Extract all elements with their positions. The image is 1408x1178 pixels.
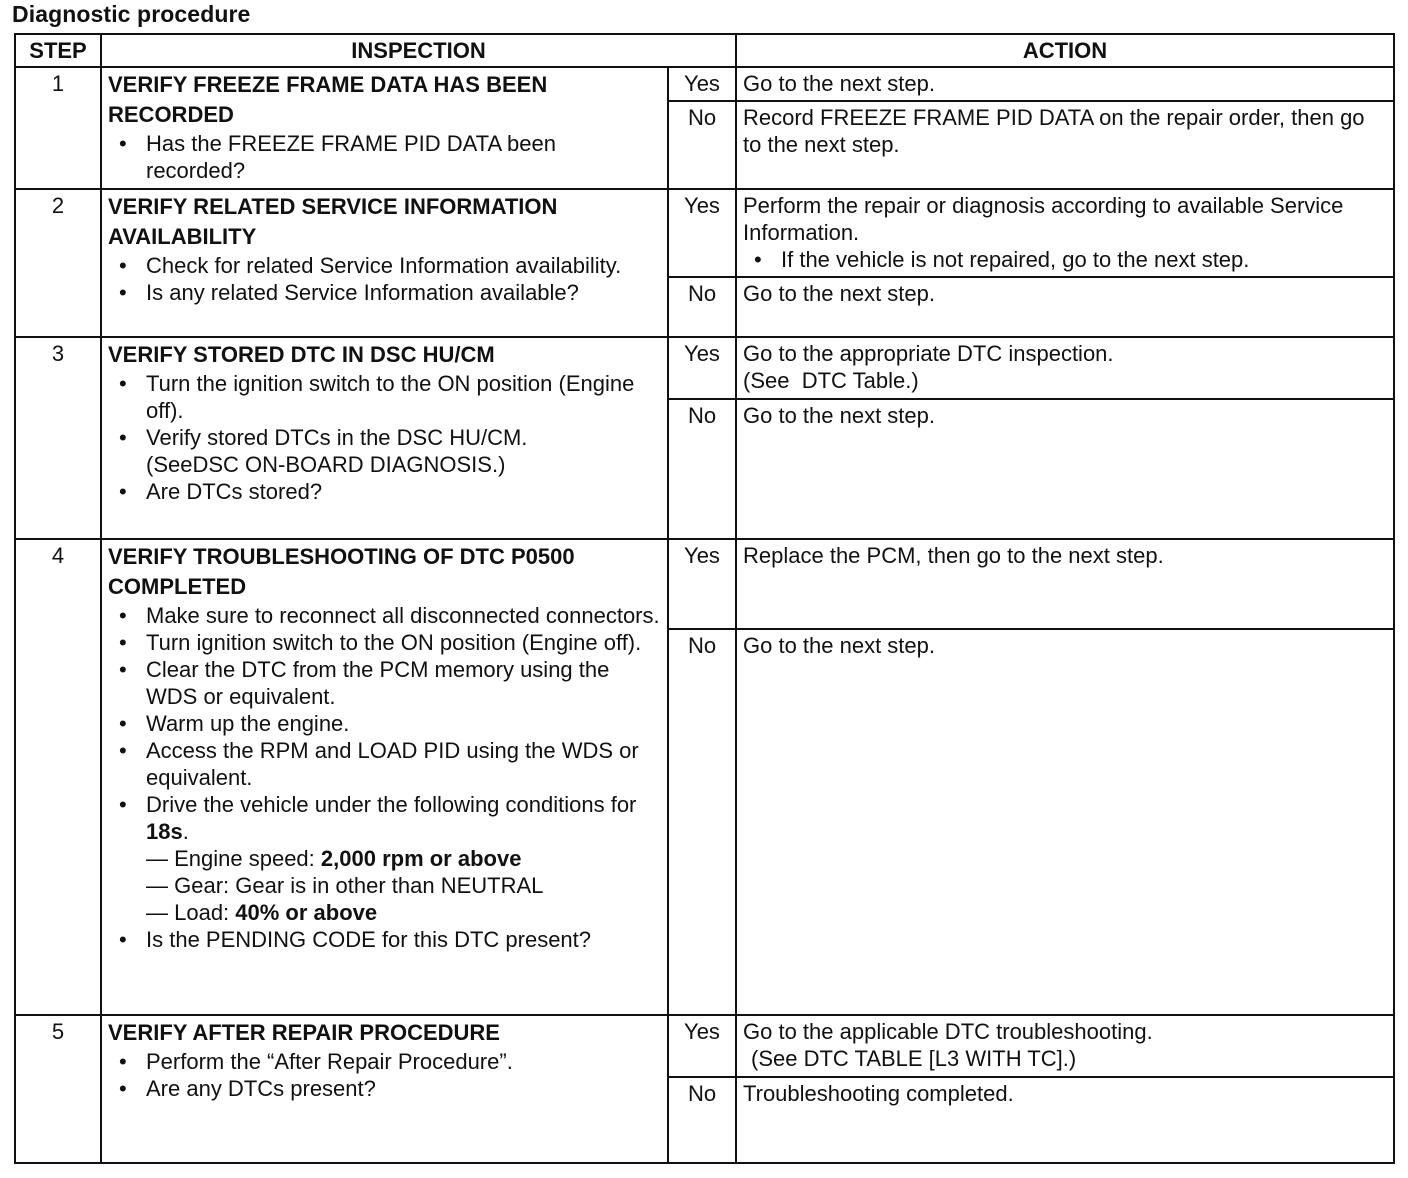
list-item: • Access the RPM and LOAD PID using the WDS or equivalent. <box>108 737 661 791</box>
action-yes: Replace the PCM, then go to the next step. <box>736 539 1394 629</box>
list-item-drive <box>108 791 661 845</box>
action-yes: Go to the next step. <box>736 67 1394 101</box>
action-no: Record FREEZE FRAME PID DATA on the repair order, then go to the next step. <box>736 101 1394 189</box>
inspection-items <box>108 252 661 306</box>
table-header-row <box>15 34 1394 67</box>
list-item: • Verify stored DTCs in the DSC HU/CM. (SeeDSC ON-BOARD DIAGNOSIS.) <box>108 424 661 478</box>
condition-value: 40% or above <box>235 900 378 925</box>
list-item: • Warm up the engine. <box>108 710 661 737</box>
action-yes-reference: (See DTC Table.) <box>743 368 919 393</box>
condition-label: — Gear: Gear is in other than NEUTRAL <box>146 873 544 898</box>
list-item: • Are any DTCs present? <box>108 1075 661 1102</box>
action-yes-cell <box>736 1015 1394 1077</box>
list-item: • If the vehicle is not repaired, go to the next step. <box>743 246 1387 273</box>
list-item: • Are DTCs stored? <box>108 478 661 505</box>
list-item: • Has the FREEZE FRAME PID DATA been recorded? <box>108 130 661 184</box>
header-action: ACTION <box>736 34 1394 67</box>
answer-no: No <box>668 101 736 189</box>
inspection-cell <box>101 539 668 1015</box>
list-item: • Is the PENDING CODE for this DTC present? <box>108 926 661 953</box>
inspection-cell <box>101 189 668 337</box>
condition-gear <box>108 872 661 899</box>
answer-no: No <box>668 277 736 337</box>
inspection-heading: VERIFY TROUBLESHOOTING OF DTC P0500 COMPLETED <box>108 544 575 599</box>
answer-no: No <box>668 1077 736 1163</box>
condition-label: — Load: <box>146 900 236 925</box>
action-no: Go to the next step. <box>736 629 1394 1015</box>
table-row <box>15 67 1394 101</box>
action-yes-cell <box>736 189 1394 277</box>
answer-yes: Yes <box>668 539 736 629</box>
answer-no: No <box>668 399 736 539</box>
answer-no: No <box>668 629 736 1015</box>
drive-text: Drive the vehicle under the following conditions for <box>146 792 637 817</box>
inspection-heading: VERIFY AFTER REPAIR PROCEDURE <box>108 1020 500 1045</box>
condition-load <box>108 899 661 926</box>
action-yes-cell <box>736 337 1394 399</box>
inspection-cell <box>101 67 668 189</box>
list-item: • Perform the “After Repair Procedure”. <box>108 1048 661 1075</box>
inspection-heading: VERIFY RELATED SERVICE INFORMATION AVAILABILITY <box>108 194 558 249</box>
inspection-items <box>108 1048 661 1102</box>
drive-duration: 18s <box>146 819 183 844</box>
answer-yes: Yes <box>668 337 736 399</box>
step-number: 5 <box>15 1015 101 1163</box>
inspection-items-end <box>108 926 661 953</box>
list-item: • Is any related Service Information available? <box>108 279 661 306</box>
step-number: 3 <box>15 337 101 539</box>
inspection-cell <box>101 337 668 539</box>
inspection-items <box>108 370 661 505</box>
step-number: 1 <box>15 67 101 189</box>
inspection-heading: VERIFY STORED DTC IN DSC HU/CM <box>108 342 495 367</box>
diagnostic-procedure-table <box>14 33 1395 1164</box>
table-row <box>15 1015 1394 1077</box>
answer-yes: Yes <box>668 189 736 277</box>
header-inspection: INSPECTION <box>101 34 736 67</box>
list-item: • Turn the ignition switch to the ON position (Engine off). <box>108 370 661 424</box>
condition-label: — Engine speed: <box>146 846 321 871</box>
step-number: 4 <box>15 539 101 1015</box>
inspection-cell <box>101 1015 668 1163</box>
list-item: • Make sure to reconnect all disconnected connectors. <box>108 602 661 629</box>
list-item: • Clear the DTC from the PCM memory using the WDS or equivalent. <box>108 656 661 710</box>
action-no: Go to the next step. <box>736 399 1394 539</box>
drive-end: . <box>182 819 189 844</box>
action-items <box>743 246 1387 273</box>
action-no: Go to the next step. <box>736 277 1394 337</box>
list-item: • Turn ignition switch to the ON position (Engine off). <box>108 629 661 656</box>
inspection-items <box>108 602 661 845</box>
action-yes: Go to the applicable DTC troubleshooting. <box>743 1019 1153 1044</box>
action-yes: Go to the appropriate DTC inspection. <box>743 341 1114 366</box>
list-item: • Check for related Service Information availability. <box>108 252 661 279</box>
table-row <box>15 337 1394 399</box>
answer-yes: Yes <box>668 1015 736 1077</box>
header-step: STEP <box>15 34 101 67</box>
condition-engine-speed <box>108 845 661 872</box>
page-title: Diagnostic procedure <box>12 1 251 27</box>
step-number: 2 <box>15 189 101 337</box>
table-row <box>15 189 1394 277</box>
action-yes: Perform the repair or diagnosis according to available Service Information. <box>743 193 1344 245</box>
answer-yes: Yes <box>668 67 736 101</box>
condition-value: 2,000 rpm or above <box>320 846 522 871</box>
action-yes-reference: (See DTC TABLE [L3 WITH TC].) <box>751 1046 1077 1071</box>
action-no: Troubleshooting completed. <box>736 1077 1394 1163</box>
inspection-items <box>108 130 661 184</box>
table-row <box>15 539 1394 629</box>
inspection-heading: VERIFY FREEZE FRAME DATA HAS BEEN RECORDED <box>108 72 548 127</box>
